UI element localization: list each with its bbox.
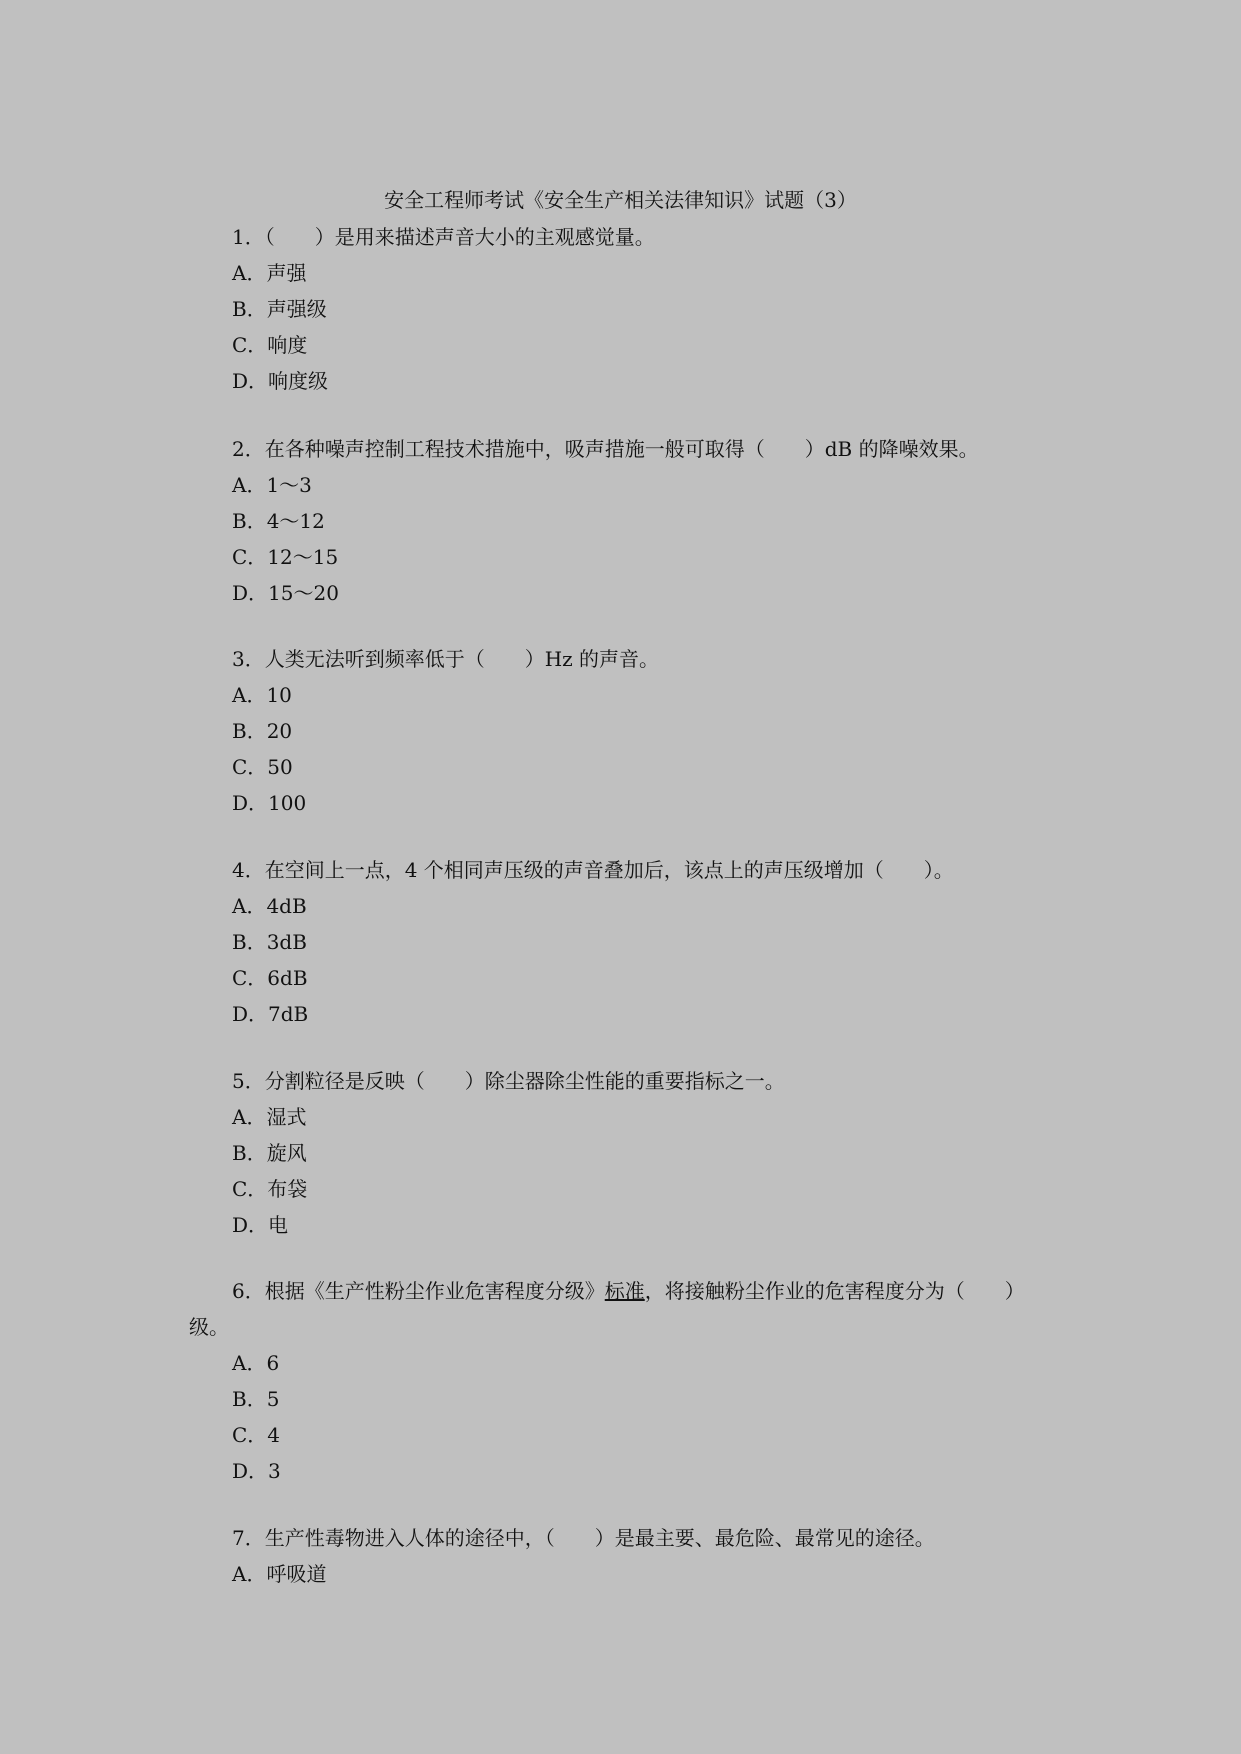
question-1-stem: 1．（ ）是用来描述声音大小的主观感觉量。 (232, 225, 655, 249)
question-7-stem: 7．生产性毒物进入人体的途径中，（ ）是最主要、最危险、最常见的途径。 (232, 1526, 935, 1550)
question-3-option-c: C．50 (232, 755, 293, 779)
question-6-option-b: B．5 (232, 1387, 280, 1411)
question-1-option-d: D．响度级 (232, 369, 329, 393)
question-6-option-c: C．4 (232, 1423, 281, 1447)
question-6-stem-continuation: 级。 (189, 1315, 229, 1339)
question-2-option-a: A．1～3 (232, 473, 312, 497)
question-5-stem: 5．分割粒径是反映（ ）除尘器除尘性能的重要指标之一。 (232, 1069, 785, 1093)
question-4-option-b: B．3dB (232, 930, 307, 954)
question-3-option-d: D．100 (232, 791, 307, 815)
question-6-stem-part1: 6．根据《生产性粉尘作业危害程度分级》 (232, 1279, 605, 1303)
question-4-stem: 4．在空间上一点，4 个相同声压级的声音叠加后，该点上的声压级增加（ ）。 (232, 858, 954, 882)
page-title: 安全工程师考试《安全生产相关法律知识》试题（3） (384, 188, 857, 212)
question-7-option-a: A．呼吸道 (232, 1562, 327, 1586)
question-3-option-a: A．10 (232, 683, 292, 707)
question-5-option-a: A．湿式 (232, 1105, 307, 1129)
question-3-stem: 3．人类无法听到频率低于（ ）Hz 的声音。 (232, 647, 660, 671)
question-4-option-c: C．6dB (232, 966, 308, 990)
question-6-stem-part2: ，将接触粉尘作业的危害程度分为（ ） (644, 1279, 1025, 1303)
question-2-option-c: C．12～15 (232, 545, 339, 569)
question-2-stem: 2．在各种噪声控制工程技术措施中，吸声措施一般可取得（ ）dB 的降噪效果。 (232, 437, 979, 461)
question-1-option-c: C．响度 (232, 333, 308, 357)
question-5-option-b: B．旋风 (232, 1141, 307, 1165)
question-6-stem-underlined: 标准 (604, 1279, 645, 1303)
question-1-option-a: A．声强 (232, 261, 307, 285)
question-1-option-b: B．声强级 (232, 297, 327, 321)
question-2-option-b: B．4～12 (232, 509, 325, 533)
question-4-option-d: D．7dB (232, 1002, 309, 1026)
question-6-stem (232, 1277, 1025, 1305)
question-4-option-a: A．4dB (232, 894, 307, 918)
question-3-option-b: B．20 (232, 719, 293, 743)
question-5-option-d: D．电 (232, 1213, 289, 1237)
question-2-option-d: D．15～20 (232, 581, 339, 605)
question-6-option-d: D．3 (232, 1459, 281, 1483)
question-5-option-c: C．布袋 (232, 1177, 308, 1201)
question-6-option-a: A．6 (232, 1351, 280, 1375)
